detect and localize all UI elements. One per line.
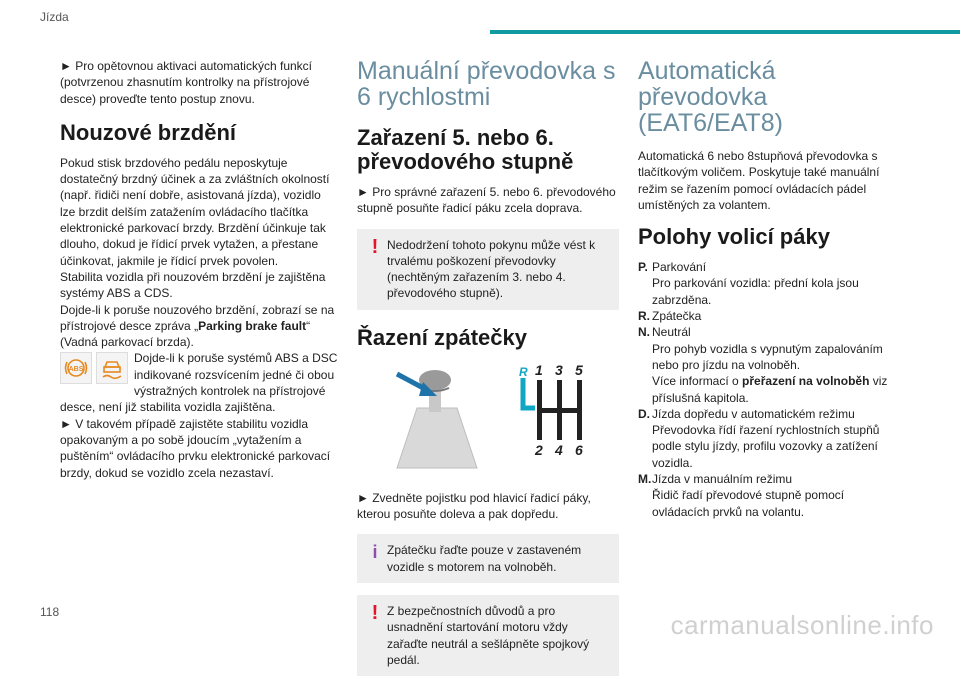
abs-warning-icon [60, 352, 92, 384]
gear-label-5: 5 [575, 361, 583, 378]
gear-r-label: R [519, 364, 528, 379]
heading-automatic-gearbox: Automatická převodovka (EAT6/EAT8) [638, 57, 783, 137]
list-item: P. Parkování Pro parkování vozidla: přední kola jsou zabrzděna. [638, 260, 859, 307]
list-item: R. Zpátečka [638, 309, 702, 324]
info-note-reverse: i Zpátečku řaďte pouze v zastaveném vozidle s motorem na volnoběh. [357, 534, 619, 583]
gear-5-6-paragraph: ► Pro správné zařazení 5. nebo 6. převodového stupně posuňte řadicí páku zcela doprava. [357, 185, 616, 216]
warning-exclamation-icon: ! [371, 601, 379, 624]
gear-label-1: 1 [535, 361, 543, 378]
selector-positions-list [638, 259, 900, 520]
reverse-paragraph: ► Zvedněte pojistku pod hlavicí řadicí páky, kterou posuňte doleva a pak dopředu. [357, 490, 591, 522]
warning-note-gearbox: ! Nedodržení tohoto pokynu může vést k trvalému poškození převodovky (nechtěným zařazením 3. nebo 4. převodového stupně). [357, 229, 619, 310]
abs-dsc-paragraph: Dojde-li k poruše systémů ABS a DSC indikované rozsvícením jedné či obou výstražných kontrolek na přístrojové desce, není již stabilita vozidla zajištěna. [60, 351, 338, 415]
warning-lamps [60, 352, 128, 384]
gear-label-3: 3 [555, 361, 563, 378]
dsc-warning-icon [96, 352, 128, 384]
gear-label-6: 6 [575, 441, 583, 458]
watermark: carmanualsonline.info [670, 610, 934, 640]
section-header: Jízda [40, 10, 69, 24]
warning-note-neutral: ! Z bezpečnostních důvodů a pro usnadnění startování motoru vždy zařaďte neutrál a sešlápněte spojkový pedál. [357, 595, 619, 676]
gear-label-4: 4 [555, 441, 563, 458]
fault-paragraph: Dojde-li k poruše nouzového brzdění, zobrazí se na přístrojové desce zpráva „Parking brake fault“ (Vadná parkovací brzda). [60, 302, 335, 350]
intro-paragraph: ► Pro opětovnou aktivaci automatických funkcí (potvrzenou zhasnutím kontrolky na přístrojové desce) proveďte tento postup znovu. [60, 59, 312, 106]
gearshift-illustration [357, 360, 619, 480]
svg-text:ABS: ABS [68, 366, 84, 374]
heading-selector-positions: Polohy volicí páky [638, 224, 830, 250]
info-icon: i [372, 542, 378, 563]
list-item: M. Jízda v manuálním režimu Řidič řadí převodové stupně pomocí ovládacích prvků na volantu. [638, 472, 845, 519]
stability-paragraph: Stabilita vozidla při nouzovém brzdění je zajištěna systémy ABS a CDS. [60, 269, 326, 301]
page-number: 118 [40, 605, 60, 619]
emergency-paragraph: Pokud stisk brzdového pedálu neposkytuje dostatečný brzdný účinek a za zvláštních okolností (např. řidiči není dobře, asistovaná jízda), vozidlo lze brzdit delším zatažením ovládacího tlačítka elektronické parkovací brzdy. Brzdění účinkuje tak dlouho, dokud je řídicí prvek vytažen, a přestane účinkovat, jakmile je řídicí prvek povolen. [60, 155, 330, 268]
column-1 [60, 58, 338, 481]
header-accent-bar [490, 30, 960, 34]
list-item: D. Jízda dopředu v automatickém režimu Převodovka řídí řazení rychlostních stupňů podle stylu jízdy, profilu vozovky a zatížení vozidla. [638, 406, 880, 470]
heading-emergency-braking: Nouzové brzdění [60, 119, 237, 145]
heading-manual-gearbox: Manuální převodovka s 6 rychlostmi [357, 57, 616, 111]
heading-reverse: Řazení zpátečky [357, 324, 527, 350]
automatic-paragraph: Automatická 6 nebo 8stupňová převodovka s tlačítkovým voličem. Poskytuje také manuální režim se řazením pomocí ovládacích pádel umístěných za volantem. [638, 149, 880, 212]
gear-label-2: 2 [535, 441, 543, 458]
heading-gear-5-6: Zařazení 5. nebo 6. převodového stupně [357, 125, 574, 174]
warning-exclamation-icon: ! [371, 235, 379, 258]
stability-action-paragraph: ► V takovém případě zajistěte stabilitu vozidla opakovaným a po sobě jdoucím „vytažením a puštěním“ ovládacího prvku elektronické parkovací brzdy, dokud se vozidlo zcela nezastaví. [60, 416, 331, 480]
column-3 [638, 58, 900, 520]
list-item: N. Neutrál Pro pohyb vozidla s vypnutým zapalováním nebo pro jízdu na volnoběh. Více informací o přeřazení na volnoběh viz příslušná kapitola. [638, 325, 888, 405]
column-2 [357, 58, 619, 688]
